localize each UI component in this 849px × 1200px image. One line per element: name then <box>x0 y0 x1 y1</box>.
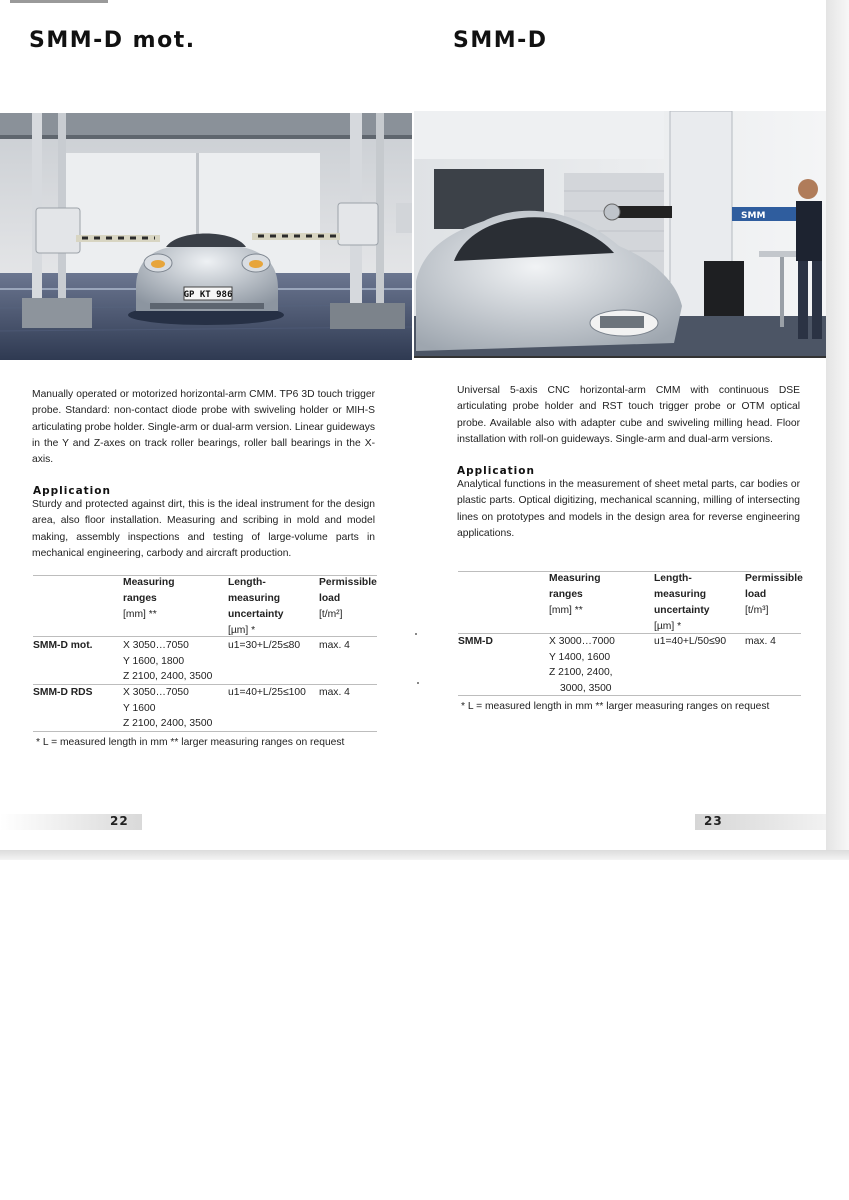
row-load: max. 4 <box>319 687 350 698</box>
left-intro-paragraph: Manually operated or motorized horizontal-arm CMM. TP6 3D touch trigger probe. Standard: non-contact diode probe with swiveling holder or MIH-S articulating probe holder. Single-arm or dual-arm version. Linear guideways in the Y and Z-axes on track roller bearings, roller ball bearings in the X-axis. <box>32 389 375 466</box>
left-application-heading: Application <box>33 485 111 497</box>
row-model: SMM-D mot. <box>33 640 93 651</box>
right-page-title: SMM-D <box>453 28 548 53</box>
right-page-number: 23 <box>704 814 723 828</box>
right-intro-paragraph: Universal 5-axis CNC horizontal-arm CMM with continuous DSE articulating probe holder and RST touch trigger probe or OTM optical probe. Available also with adapter cube and swiveling milling head. Floor installation with roll-on guideways. Single-arm and dual-arm versions. <box>457 385 800 445</box>
row-model: SMM-D RDS <box>33 687 93 698</box>
row-uncertainty: u1=40+L/25≤100 <box>228 687 306 698</box>
left-footnote: * L = measured length in mm ** larger measuring ranges on request <box>36 737 345 748</box>
license-plate: GP KT 986 <box>183 290 233 300</box>
left-photo-cmm-car <box>0 113 412 360</box>
right-footnote: * L = measured length in mm ** larger measuring ranges on request <box>461 701 770 712</box>
right-application-paragraph: Analytical functions in the measurement of sheet metal parts, car bodies or plastic parts. Optical digitizing, mechanical scanning, milling of intersecting lines on prototypes and models in the design area for reverse engineering applications. <box>457 479 800 539</box>
table-rule-bottom <box>458 695 801 696</box>
page-edge-shadow <box>826 0 849 860</box>
header-ranges: Measuring ranges [mm] ** <box>549 573 601 616</box>
right-spec-table <box>458 571 801 697</box>
top-edge-mark <box>10 0 108 3</box>
header-ranges: Measuring ranges [mm] ** <box>123 577 175 620</box>
row-ranges: X 3050…7050 Y 1600 Z 2100, 2400, 3500 <box>123 687 213 729</box>
print-speck <box>415 633 417 635</box>
header-uncertainty: Length- measuring uncertainty [µm] * <box>654 573 710 632</box>
right-photo-cmm-car <box>414 111 826 358</box>
left-photo-illustration <box>0 113 412 360</box>
row-model: SMM-D <box>458 636 493 647</box>
left-spec-table <box>33 575 377 735</box>
left-application-paragraph: Sturdy and protected against dirt, this is the ideal instrument for the design area, also floor installation. Measuring and scribing in mold and model making, assembly inspections and testing of large-volume parts in mechanical engineering, carbody and aircraft production. <box>32 499 375 559</box>
print-speck <box>417 682 419 684</box>
left-page-title: SMM-D mot. <box>29 28 196 53</box>
header-load: Permissible load [t/m³] <box>745 573 803 616</box>
right-application-heading: Application <box>457 465 535 477</box>
row-load: max. 4 <box>745 636 776 647</box>
right-photo-illustration <box>414 111 826 358</box>
table-rule-bottom <box>33 731 377 732</box>
left-page-number: 22 <box>110 814 129 828</box>
row-uncertainty: u1=40+L/50≤90 <box>654 636 727 647</box>
row-ranges: X 3000…7000 Y 1400, 1600 Z 2100, 2400, 3000, 3500 <box>549 636 615 694</box>
page-bottom-shadow <box>0 850 849 860</box>
table-rule-header <box>33 636 377 637</box>
machine-sign: SMM <box>741 211 766 221</box>
header-load: Permissible load [t/m²] <box>319 577 377 620</box>
row-uncertainty: u1=30+L/25≤80 <box>228 640 301 651</box>
row-load: max. 4 <box>319 640 350 651</box>
header-uncertainty: Length- measuring uncertainty [µm] * <box>228 577 284 636</box>
row-ranges: X 3050…7050 Y 1600, 1800 Z 2100, 2400, 3500 <box>123 640 213 682</box>
